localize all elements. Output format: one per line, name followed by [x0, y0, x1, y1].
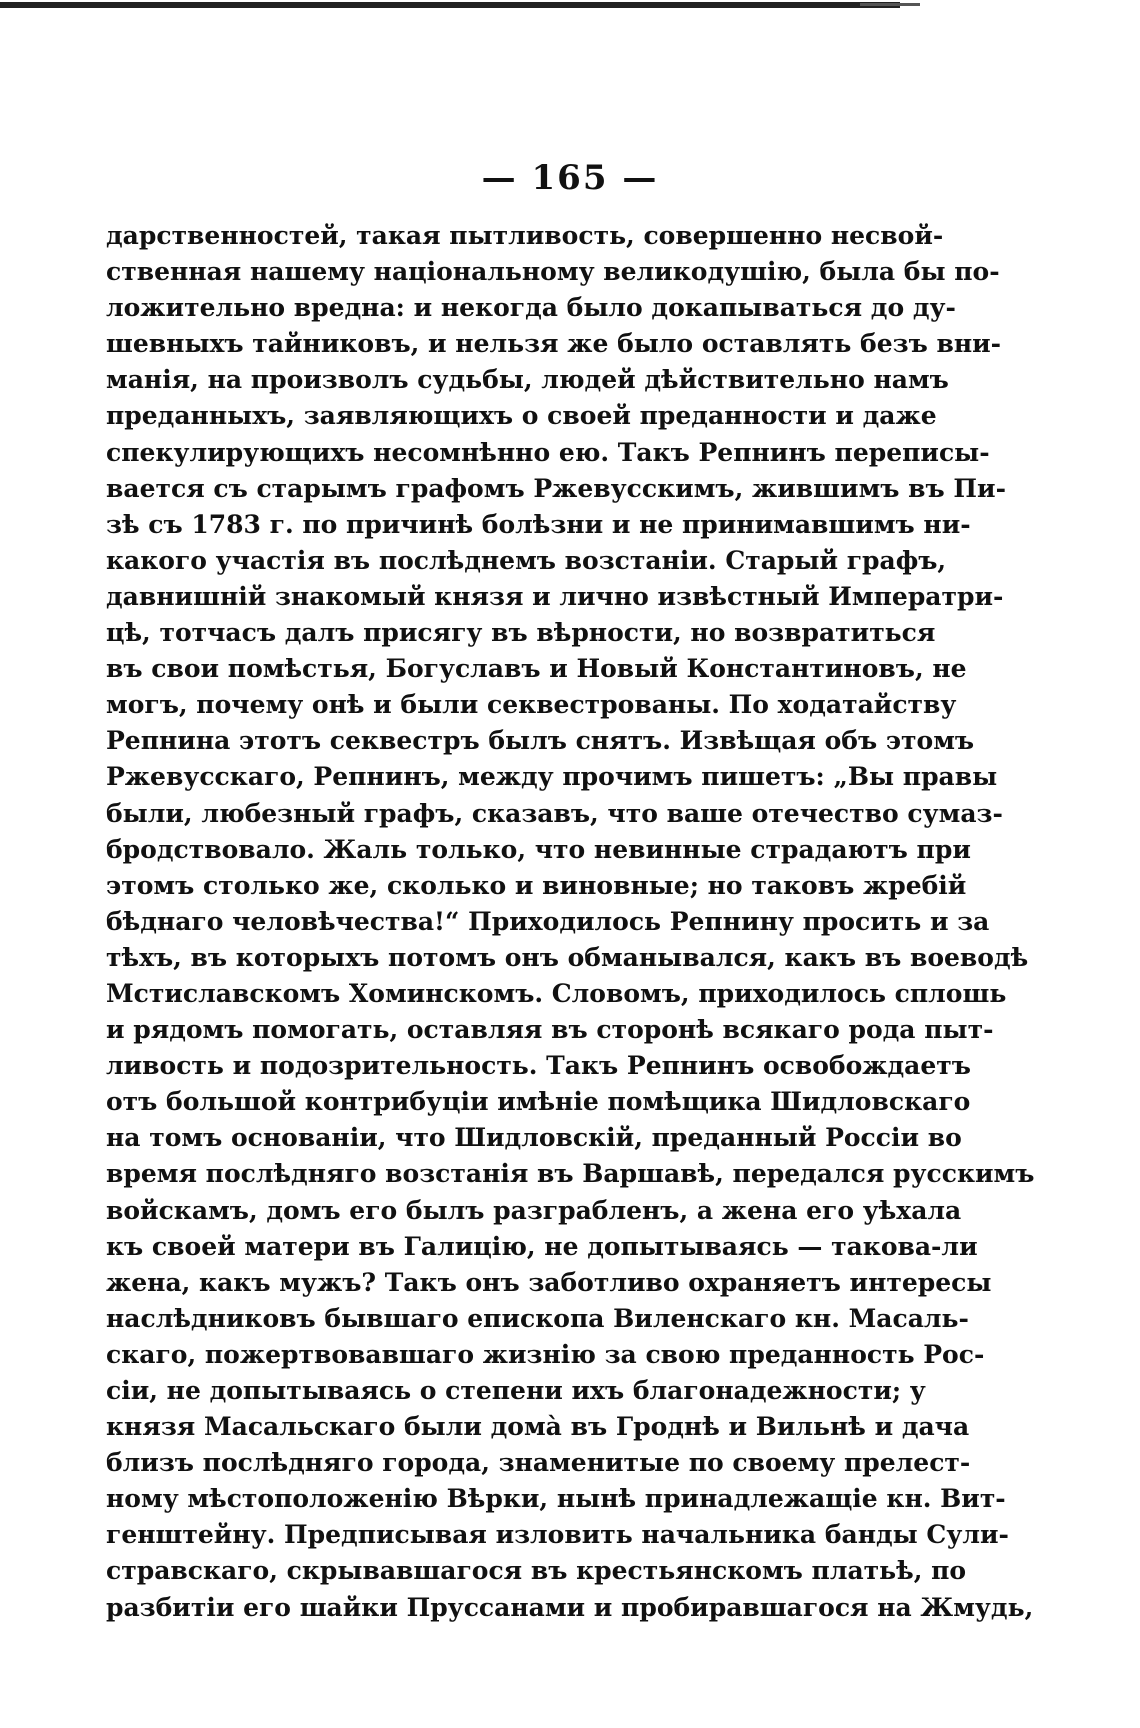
body-text	[106, 218, 1035, 1626]
text-line: близъ послѣдняго города, знаменитые по своему прелест-	[106, 1448, 971, 1478]
text-line: зѣ съ 1783 г. по причинѣ болѣзни и не принимавшимъ ни-	[106, 509, 971, 539]
text-line: войскамъ, домъ его былъ разграбленъ, а жена его уѣхала	[106, 1195, 962, 1225]
text-line: какого участія въ послѣднемъ возстаніи. Старый графъ,	[106, 545, 947, 575]
text-line: тѣхъ, въ которыхъ потомъ онъ обманывался, какъ въ воеводѣ	[106, 942, 1029, 972]
text-line: сіи, не допытываясь о степени ихъ благонадежности; у	[106, 1376, 926, 1405]
text-line: этомъ столько же, сколько и виновные; но таковъ жребій	[106, 870, 967, 900]
text-line: генштейну. Предписывая изловить начальника банды Сули-	[106, 1520, 1009, 1550]
text-line: дарственностей, такая пытливость, совершенно несвой-	[106, 221, 944, 250]
text-line: цѣ, тотчасъ далъ присягу въ вѣрности, но возвратиться	[106, 618, 936, 648]
text-line: бродствовало. Жаль только, что невинные страдаютъ при	[106, 834, 971, 864]
text-line: и рядомъ помогать, оставляя въ сторонѣ всякаго рода пыт-	[106, 1015, 994, 1045]
text-line: ному мѣстоположенію Вѣрки, нынѣ принадлежащіе кн. Вит-	[106, 1484, 1006, 1514]
text-line: могъ, почему онѣ и были секвестрованы. По ходатайству	[106, 690, 957, 720]
text-line: шевныхъ тайниковъ, и нельзя же было оставлять безъ вни-	[106, 329, 1002, 359]
text-line: ливость и подозрительность. Такъ Репнинъ освобождаетъ	[106, 1051, 971, 1081]
text-line: стравскаго, скрывавшагося въ крестьянскомъ платьѣ, по	[106, 1556, 967, 1586]
text-line: наслѣдниковъ бывшаго епископа Виленскаго кн. Масаль-	[106, 1303, 969, 1333]
text-line: Ржевусскаго, Репнинъ, между прочимъ пишетъ: „Вы правы	[106, 762, 998, 792]
text-line: вается съ старымъ графомъ Ржевусскимъ, жившимъ въ Пи-	[106, 473, 1006, 503]
text-line: давнишній знакомый князя и лично извѣстный Императри-	[106, 581, 1004, 611]
text-line: бѣднаго человѣчества!“ Приходилось Репнину просить и за	[106, 906, 990, 936]
text-line: жена, какъ мужъ? Такъ онъ заботливо охраняетъ интересы	[106, 1267, 992, 1297]
top-scan-edge	[0, 2, 900, 8]
text-line: на томъ основаніи, что Шидловскій, преданный Россіи во	[106, 1123, 962, 1153]
text-line: преданныхъ, заявляющихъ о своей преданности и даже	[106, 401, 937, 431]
text-line: время послѣдняго возстанія въ Варшавѣ, передался русскимъ	[106, 1159, 1035, 1189]
text-line: разбитіи его шайки Пруссанами и пробиравшагося на Жмудь,	[106, 1592, 1034, 1622]
text-line: спекулирующихъ несомнѣнно ею. Такъ Репнинъ переписы-	[106, 437, 990, 467]
text-line: Репнина этотъ секвестръ былъ снятъ. Извѣщая объ этомъ	[106, 726, 975, 756]
text-line: въ свои помѣстья, Богуславъ и Новый Константиновъ, не	[106, 654, 967, 684]
top-scan-edge-fade	[860, 3, 920, 6]
text-line: Мстиславскомъ Хоминскомъ. Словомъ, приходилось сплошь	[106, 978, 1007, 1008]
text-line: манія, на произволъ судьбы, людей дѣйствительно намъ	[106, 365, 949, 395]
text-line: ственная нашему національному великодушію, была бы по-	[106, 257, 1000, 287]
page-number: — 165 —	[481, 158, 659, 198]
text-line: ложительно вредна: и некогда было докапываться до ду-	[106, 293, 956, 323]
text-line: были, любезный графъ, сказавъ, что ваше отечество сумаз-	[106, 798, 1003, 828]
text-line: отъ большой контрибуціи имѣніе помѣщика Шидловскаго	[106, 1087, 971, 1117]
text-line: князя Масальскаго были домà въ Гроднѣ и Вильнѣ и дача	[106, 1412, 970, 1442]
text-line: къ своей матери въ Галицію, не допытываясь — такова-ли	[106, 1231, 978, 1261]
text-line: скаго, пожертвовавшаго жизнію за свою преданность Рос-	[106, 1339, 985, 1369]
